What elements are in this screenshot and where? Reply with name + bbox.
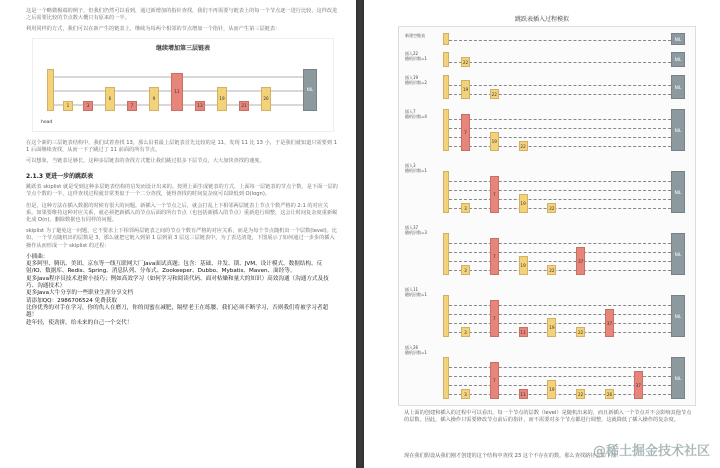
- diagram-row: [399, 73, 695, 99]
- node-1: 1: [63, 101, 73, 111]
- list-node: 19: [519, 256, 528, 275]
- nil-node: NIL: [671, 357, 685, 399]
- list-node: 11: [519, 327, 528, 337]
- row-label: 插入3 随机层数=1: [405, 163, 427, 173]
- list-node: 22: [461, 57, 470, 67]
- right-paragraph-1: 从上面的创建和插入的过程中可以看出，每一个节点的层数（level）是随机出来的，而且新插入一个节点并不会影响其他节点的层数。因此，插入操作只需要修改节点前后的指针，而不需要对多个节点都进行调整，这就降低了插入操作的复杂度。: [404, 410, 692, 423]
- nil-node: NIL: [671, 75, 685, 99]
- list-node: 22: [576, 327, 585, 337]
- node-19: 19: [217, 87, 227, 111]
- diagram-row: [399, 161, 695, 213]
- nil-node: NIL: [671, 171, 685, 213]
- node-21: 21: [239, 101, 249, 111]
- right-paragraph-2: 现在我们假设从我们刚才创建的这个结构中查找 23 这个不存在的数，那么查找路径会如下图：: [404, 453, 622, 459]
- list-node: 22: [490, 89, 499, 99]
- promo-line-0: 小插曲：: [26, 253, 49, 260]
- paragraph-7: skiplist 为了避免这一问题，它不要求上下相邻两层链表之间的节点个数有严格的对应关系，而是为每个节点随机出一个层数(level)。比如，一个节点随机出的层数是 3，那么就把它链入到第 1 层到第 3 层这三层链表中。为了表达清楚，下图展示了如何通过一步步的插入操作从而形成一个 skiplist 的过程：: [26, 228, 338, 249]
- list-node: 22: [519, 141, 528, 151]
- promo-line-3: 更多Java大牛分享的一些职业生涯分享文档: [26, 290, 133, 297]
- list-node: 7: [461, 114, 470, 151]
- node-7: 7: [127, 101, 137, 111]
- level-pointer: [449, 332, 671, 333]
- row-label: 插入19 随机层数=2: [405, 75, 427, 85]
- head-node: [443, 357, 449, 399]
- right-page: [364, 0, 720, 468]
- nil-node: NIL: [671, 52, 685, 67]
- figure-arrows: [33, 39, 333, 131]
- promo-line-4: 请添加QQ：2986706524 免费获取: [26, 297, 117, 304]
- promo-line-1: 更多阿里、腾讯、美团、京东等一线互联网大厂Java面试真题；包含：基础、并发、锁、JVM、设计模式、数据结构、反射/IO、数据库、Redis、Spring、消息队列、分布式、Zookeeper、Dubbo、Mybatis、Maven、面经等。: [26, 261, 323, 275]
- juejin-watermark: @稀土掘金技术社区: [592, 444, 710, 459]
- level-pointer: [449, 323, 671, 324]
- level-pointer: [449, 252, 671, 253]
- figure-title: 继续增加第三层链表: [155, 44, 210, 52]
- node-13: 13: [195, 101, 205, 111]
- paragraph-5: 跳跃表 skiplist 就是受到这种多层链表结构的启发而设计出来的。按照上面生成链表的方式，上面每一层链表的节点个数，是下面一层的节点个数的一半，这样查找过程就非常类似于一个二分查找，使得查找的时间复杂度可以降低到 O(logn)。: [26, 184, 338, 198]
- promo-line-6: 趁年轻，使劲拼，给未来的自己一个交代！: [26, 319, 133, 326]
- row-label: 插入7 随机层数=4: [405, 109, 427, 119]
- row-label: 插入37 随机层数=3: [405, 225, 427, 235]
- left-page: [0, 0, 356, 468]
- diagram-row: [399, 285, 695, 337]
- head-node: [443, 33, 449, 45]
- list-node: 22: [547, 203, 556, 213]
- list-node: 19: [461, 80, 470, 99]
- list-node: 19: [547, 380, 556, 399]
- level-pointer: [449, 181, 671, 182]
- level-pointer: [449, 305, 671, 306]
- diagram-row: [399, 31, 695, 45]
- promo-line-5: 比你优秀的对手在学习，你的仇人在磨刀，你的闺蜜在减肥，隔壁老王在练腰，我们必须不断学习，否则我们将被学习者超越！: [26, 304, 329, 319]
- head-node: [443, 295, 449, 337]
- level-pointer: [449, 62, 671, 63]
- level-pointer: [449, 119, 671, 120]
- left-page-content: [26, 8, 338, 327]
- level-pointer: [449, 40, 671, 41]
- level-pointer: [449, 190, 671, 191]
- level-pointer: [449, 94, 671, 95]
- level-pointer: [449, 314, 671, 315]
- paragraph-2: 利用同样的方式，我们可以在新产生的链表上，继续为每两个相邻的节点增加一个指针，从而产生第三层链表：: [26, 26, 281, 33]
- head-node: [443, 75, 449, 99]
- level-pointer: [449, 270, 671, 271]
- section-heading: 2.1.3 更进一步的跳跃表: [26, 173, 94, 181]
- node-11: 11: [171, 73, 183, 111]
- head-node: [443, 109, 449, 151]
- list-node: 37: [605, 309, 614, 337]
- nil-node: NIL: [671, 295, 685, 337]
- diagram-title: 跳跃表插入过程模拟: [514, 16, 569, 23]
- row-label: 插入22 随机层数=1: [405, 51, 427, 61]
- list-node: 3: [461, 389, 470, 399]
- three-level-list-figure: [32, 38, 334, 132]
- paragraph-3: 在这个新的三层链表结构中，我们试着查找 13，那么沿着最上层链表首先比较的是 11，发现 11 比 13 小，于是我们就知道只需要到 11 后面继续查找，从而一下子跳过了 11 前面的所有节点。: [26, 139, 337, 153]
- node-9: 9: [149, 87, 159, 111]
- head-node: [47, 69, 54, 111]
- list-node: 3: [461, 203, 470, 213]
- level-pointer: [449, 146, 671, 147]
- list-node: 7: [490, 176, 499, 213]
- list-node: 22: [576, 389, 585, 399]
- list-node: 7: [490, 238, 499, 275]
- list-node: 7: [490, 300, 499, 337]
- list-node: 3: [461, 265, 470, 275]
- nil-node: NIL: [671, 109, 685, 151]
- level-pointer: [449, 367, 671, 368]
- node-26: 26: [261, 87, 271, 111]
- list-node: 37: [634, 371, 643, 399]
- row-label: 插入26 随机层数=1: [405, 345, 427, 355]
- promo-line-2: 更多Java程序员技术进阶小技巧；例如高效学习（如何学习和阅读代码、面对枯燥和量大的知识）高效沟通（沟通方式及技巧、沟通技术）: [26, 275, 329, 290]
- row-label: 新建空链表: [405, 33, 425, 38]
- diagram-row: [399, 49, 695, 67]
- diagram-row: [399, 107, 695, 151]
- list-node: 19: [519, 194, 528, 213]
- level-pointer: [449, 208, 671, 209]
- list-node: 19: [547, 318, 556, 337]
- node-3: 3: [83, 101, 93, 111]
- list-node: 22: [547, 265, 556, 275]
- head-node: [443, 233, 449, 275]
- promo-block: [26, 254, 338, 327]
- paragraph-4: 可以想象，当链表足够长，这种多层链表的查找方式能让我们跳过很多下层节点，大大加快查找的速度。: [26, 158, 265, 165]
- nil-node: NIL: [303, 69, 317, 111]
- head-label: head: [41, 119, 53, 125]
- list-node: 19: [490, 132, 499, 151]
- level-pointer: [449, 137, 671, 138]
- list-node: 11: [519, 389, 528, 399]
- paragraph-6: 但是，这种方法在插入数据的时候有很大的问题。新插入一个节点之后，就会打乱上下相邻两层链表上节点个数严格的 2:1 的对应关系。如果要维持这种对应关系，就必须把新插入的节点后面的所有节点（也包括新插入的节点）重新进行调整，这会让时间复杂度重新蜕化成 O(n)。删除数据也有同样的问题。: [26, 202, 338, 224]
- paragraph-1: 这是一个略微极端的例子，但我们仍然可以看到，通过新增加的指针查找，我们不再需要与链表上的每一个节点逐一进行比较，这样改进之后需要比较的节点数大概只有原来的一半。: [26, 8, 338, 22]
- list-node: 26: [605, 389, 614, 399]
- diagram-row: [399, 223, 695, 275]
- level-pointer: [449, 128, 671, 129]
- nil-node: NIL: [671, 33, 685, 45]
- skiplist-insert-diagram: [398, 26, 696, 406]
- level-pointer: [449, 243, 671, 244]
- list-node: 37: [576, 247, 585, 275]
- node-6: 6: [105, 87, 115, 111]
- diagram-row: [399, 343, 695, 399]
- level-pointer: [449, 199, 671, 200]
- row-label: 插入11 随机层数=1: [405, 287, 427, 297]
- nil-node: NIL: [671, 233, 685, 275]
- list-node: 3: [461, 327, 470, 337]
- list-node: 7: [490, 362, 499, 399]
- head-node: [443, 52, 449, 67]
- level-pointer: [449, 261, 671, 262]
- head-node: [443, 171, 449, 213]
- level-pointer: [449, 85, 671, 86]
